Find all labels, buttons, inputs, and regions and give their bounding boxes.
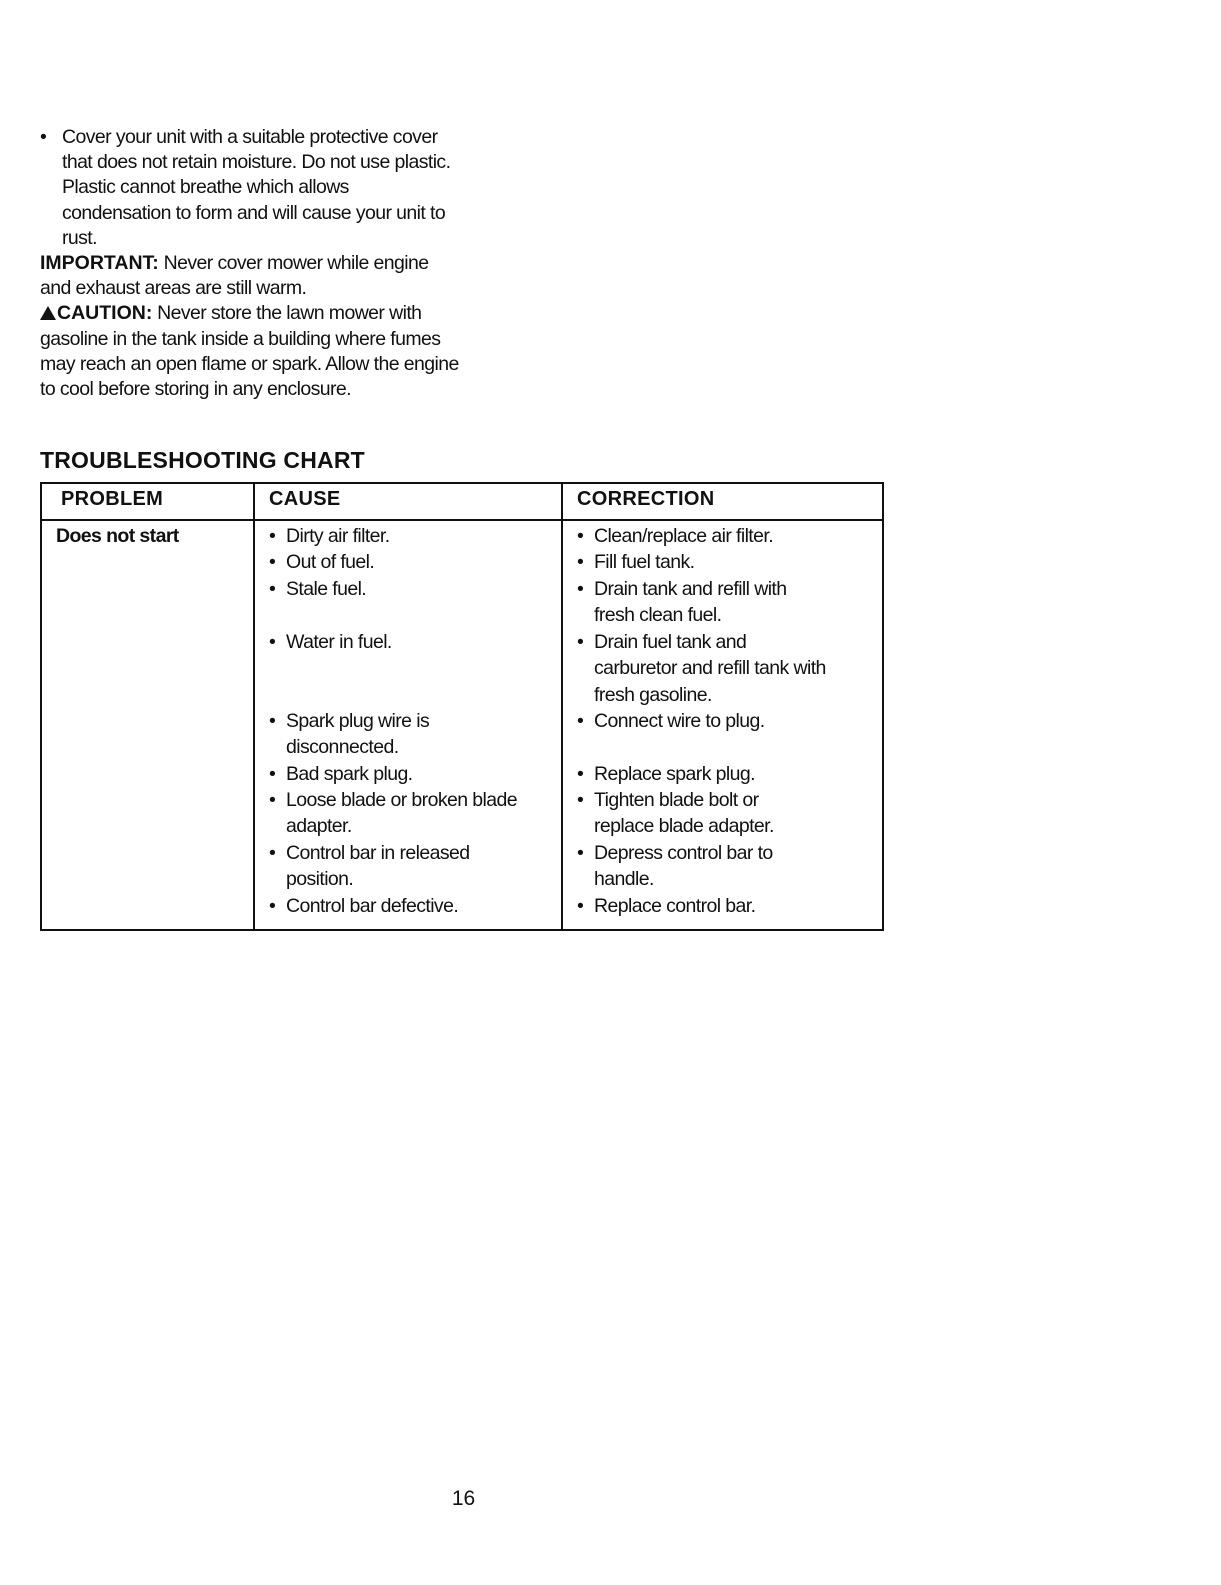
storage-instructions <box>40 125 460 402</box>
correction-item: • Clean/replace air filter. <box>577 523 874 549</box>
bullet-icon: • <box>577 525 584 547</box>
bullet-icon: • <box>577 842 584 864</box>
bullet-icon: • <box>269 631 276 653</box>
cause-item: • Bad spark plug. <box>269 761 566 787</box>
bullet-icon: • <box>577 631 584 653</box>
cause-item: • Control bar defective. <box>269 893 566 919</box>
cause-item: • Control bar in released position. <box>269 842 470 891</box>
correction-item: • Fill fuel tank. <box>577 549 874 575</box>
page-number: 16 <box>451 1487 476 1510</box>
bullet-icon: • <box>577 578 584 600</box>
bullet-icon: • <box>269 789 276 811</box>
caution-text: Never store the lawn mower with gasoline in the tank inside a building where fumes may reach an open flame or spark. Allow the engine to cool before storing in any enclosure. <box>40 302 459 401</box>
bullet-icon: • <box>269 842 276 864</box>
cause-item: • Dirty air filter. <box>269 523 566 549</box>
caution-note <box>40 301 460 402</box>
bullet-icon: • <box>269 895 276 917</box>
important-label: IMPORTANT: <box>40 252 159 275</box>
important-note <box>40 251 460 301</box>
chart-title: TROUBLESHOOTING CHART <box>40 447 365 473</box>
cover-unit-text: Cover your unit with a suitable protective cover that does not retain moisture. Do not use plastic. Plastic cannot breathe which allows condensation to form and will cause your unit to rust. <box>62 126 451 249</box>
bullet-icon: • <box>269 578 276 600</box>
troubleshooting-table <box>40 482 884 931</box>
cause-header: CAUSE <box>269 488 341 510</box>
problem-header: PROBLEM <box>61 488 164 510</box>
correction-item: • Replace control bar. <box>577 893 874 919</box>
bullet-icon: • <box>40 126 47 148</box>
correction-item: • Drain tank and refill with fresh clean fuel. <box>577 578 787 627</box>
caution-label: CAUTION: <box>57 302 153 325</box>
cause-item: • Spark plug wire is disconnected. <box>269 710 430 759</box>
bullet-icon: • <box>269 525 276 547</box>
cover-unit-paragraph <box>40 125 460 251</box>
bullet-icon: • <box>269 551 276 573</box>
important-text: Never cover mower while engine and exhaust areas are still warm. <box>40 252 429 300</box>
bullet-icon: • <box>577 789 584 811</box>
cause-item: • Stale fuel. <box>269 576 566 602</box>
cause-item: • Water in fuel. <box>269 629 566 655</box>
correction-item: • Drain fuel tank and carburetor and refill tank with fresh gasoline. <box>577 631 826 706</box>
column-divider <box>253 484 255 929</box>
problem-cell: Does not start <box>56 525 179 547</box>
bullet-icon: • <box>577 710 584 732</box>
bullet-icon: • <box>577 895 584 917</box>
correction-header: CORRECTION <box>577 488 715 510</box>
header-divider <box>42 519 882 521</box>
bullet-icon: • <box>269 763 276 785</box>
bullet-icon: • <box>577 551 584 573</box>
bullet-icon: • <box>269 710 276 732</box>
correction-item: • Replace spark plug. <box>577 761 874 787</box>
warning-triangle-icon <box>40 306 56 320</box>
correction-item: • Depress control bar to handle. <box>577 842 773 891</box>
correction-item: • Tighten blade bolt or replace blade adapter. <box>577 789 774 838</box>
cause-item: • Loose blade or broken blade adapter. <box>269 789 517 838</box>
correction-item: • Connect wire to plug. <box>577 708 874 734</box>
bullet-icon: • <box>577 763 584 785</box>
cause-item: • Out of fuel. <box>269 549 566 575</box>
